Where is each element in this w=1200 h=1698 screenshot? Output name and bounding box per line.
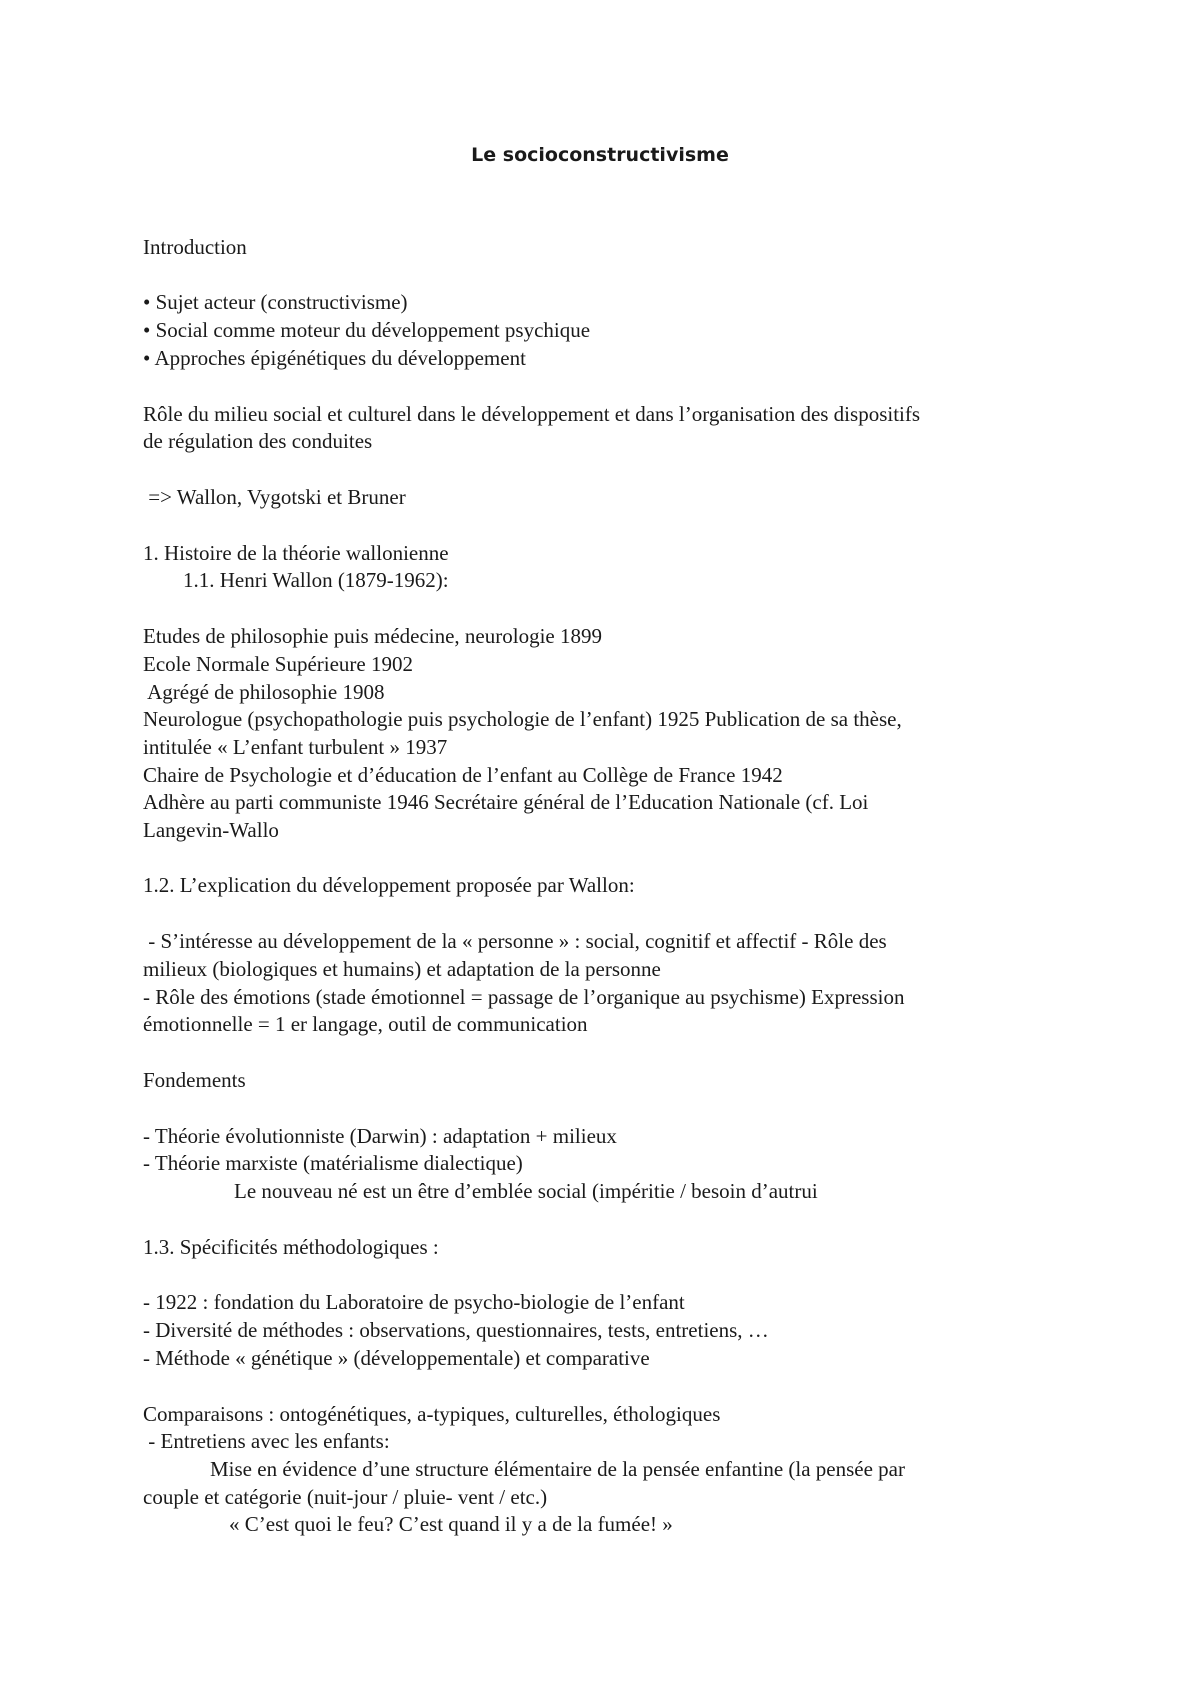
- paragraph-line: - S’intéresse au développement de la « personne » : social, cognitif et affectif - Rôle des: [143, 929, 887, 953]
- paragraph-line: Etudes de philosophie puis médecine, neurologie 1899: [143, 624, 602, 648]
- paragraph-line: de régulation des conduites: [143, 429, 373, 453]
- paragraph-line: => Wallon, Vygotski et Bruner: [143, 485, 406, 509]
- paragraph-line: - Théorie marxiste (matérialisme dialectique): [143, 1151, 523, 1175]
- paragraph-line: Neurologue (psychopathologie puis psychologie de l’enfant) 1925 Publication de sa thèse,: [143, 707, 902, 731]
- paragraph-line: - Méthode « génétique » (développementale) et comparative: [143, 1346, 650, 1370]
- section-heading-fondements: Fondements: [143, 1068, 246, 1092]
- section-heading: 1. Histoire de la théorie wallonienne: [143, 541, 449, 565]
- subsection-heading: 1.2. L’explication du développement proposée par Wallon:: [143, 873, 635, 897]
- paragraph-line: couple et catégorie (nuit-jour / pluie- vent / etc.): [143, 1485, 548, 1509]
- quote-line: « C’est quoi le feu? C’est quand il y a de la fumée! »: [229, 1512, 673, 1536]
- bullet-item: • Sujet acteur (constructivisme): [143, 290, 408, 314]
- paragraph-line: intitulée « L’enfant turbulent » 1937: [143, 735, 448, 759]
- paragraph-line: - 1922 : fondation du Laboratoire de psycho-biologie de l’enfant: [143, 1290, 685, 1314]
- paragraph-line: Agrégé de philosophie 1908: [143, 680, 385, 704]
- paragraph-line: Langevin-Wallo: [143, 818, 279, 842]
- paragraph-line: émotionnelle = 1 er langage, outil de communication: [143, 1012, 588, 1036]
- paragraph-line: Comparaisons : ontogénétiques, a-typiques, culturelles, éthologiques: [143, 1402, 721, 1426]
- bullet-item: • Social comme moteur du développement psychique: [143, 318, 591, 342]
- paragraph-line: - Théorie évolutionniste (Darwin) : adaptation + milieux: [143, 1124, 617, 1148]
- paragraph-line: Mise en évidence d’une structure élémentaire de la pensée enfantine (la pensée par: [210, 1457, 905, 1481]
- subsection-heading: 1.1. Henri Wallon (1879-1962):: [183, 568, 449, 592]
- paragraph-line: Ecole Normale Supérieure 1902: [143, 652, 413, 676]
- subsection-heading: 1.3. Spécificités méthodologiques :: [143, 1235, 439, 1259]
- paragraph-line: - Rôle des émotions (stade émotionnel = passage de l’organique au psychisme) Expression: [143, 985, 905, 1009]
- section-heading-introduction: Introduction: [143, 235, 247, 259]
- paragraph-line: Rôle du milieu social et culturel dans le développement et dans l’organisation des dispositifs: [143, 402, 921, 426]
- paragraph-line: - Diversité de méthodes : observations, questionnaires, tests, entretiens, …: [143, 1318, 769, 1342]
- paragraph-line: Chaire de Psychologie et d’éducation de l’enfant au Collège de France 1942: [143, 763, 783, 787]
- document-title: Le socioconstructivisme: [471, 144, 729, 166]
- paragraph-line: - Entretiens avec les enfants:: [143, 1429, 390, 1453]
- paragraph-line: Le nouveau né est un être d’emblée social (impéritie / besoin d’autrui: [234, 1179, 818, 1203]
- paragraph-line: Adhère au parti communiste 1946 Secrétaire général de l’Education Nationale (cf. Loi: [143, 790, 869, 814]
- paragraph-line: milieux (biologiques et humains) et adaptation de la personne: [143, 957, 661, 981]
- bullet-item: • Approches épigénétiques du développement: [143, 346, 526, 370]
